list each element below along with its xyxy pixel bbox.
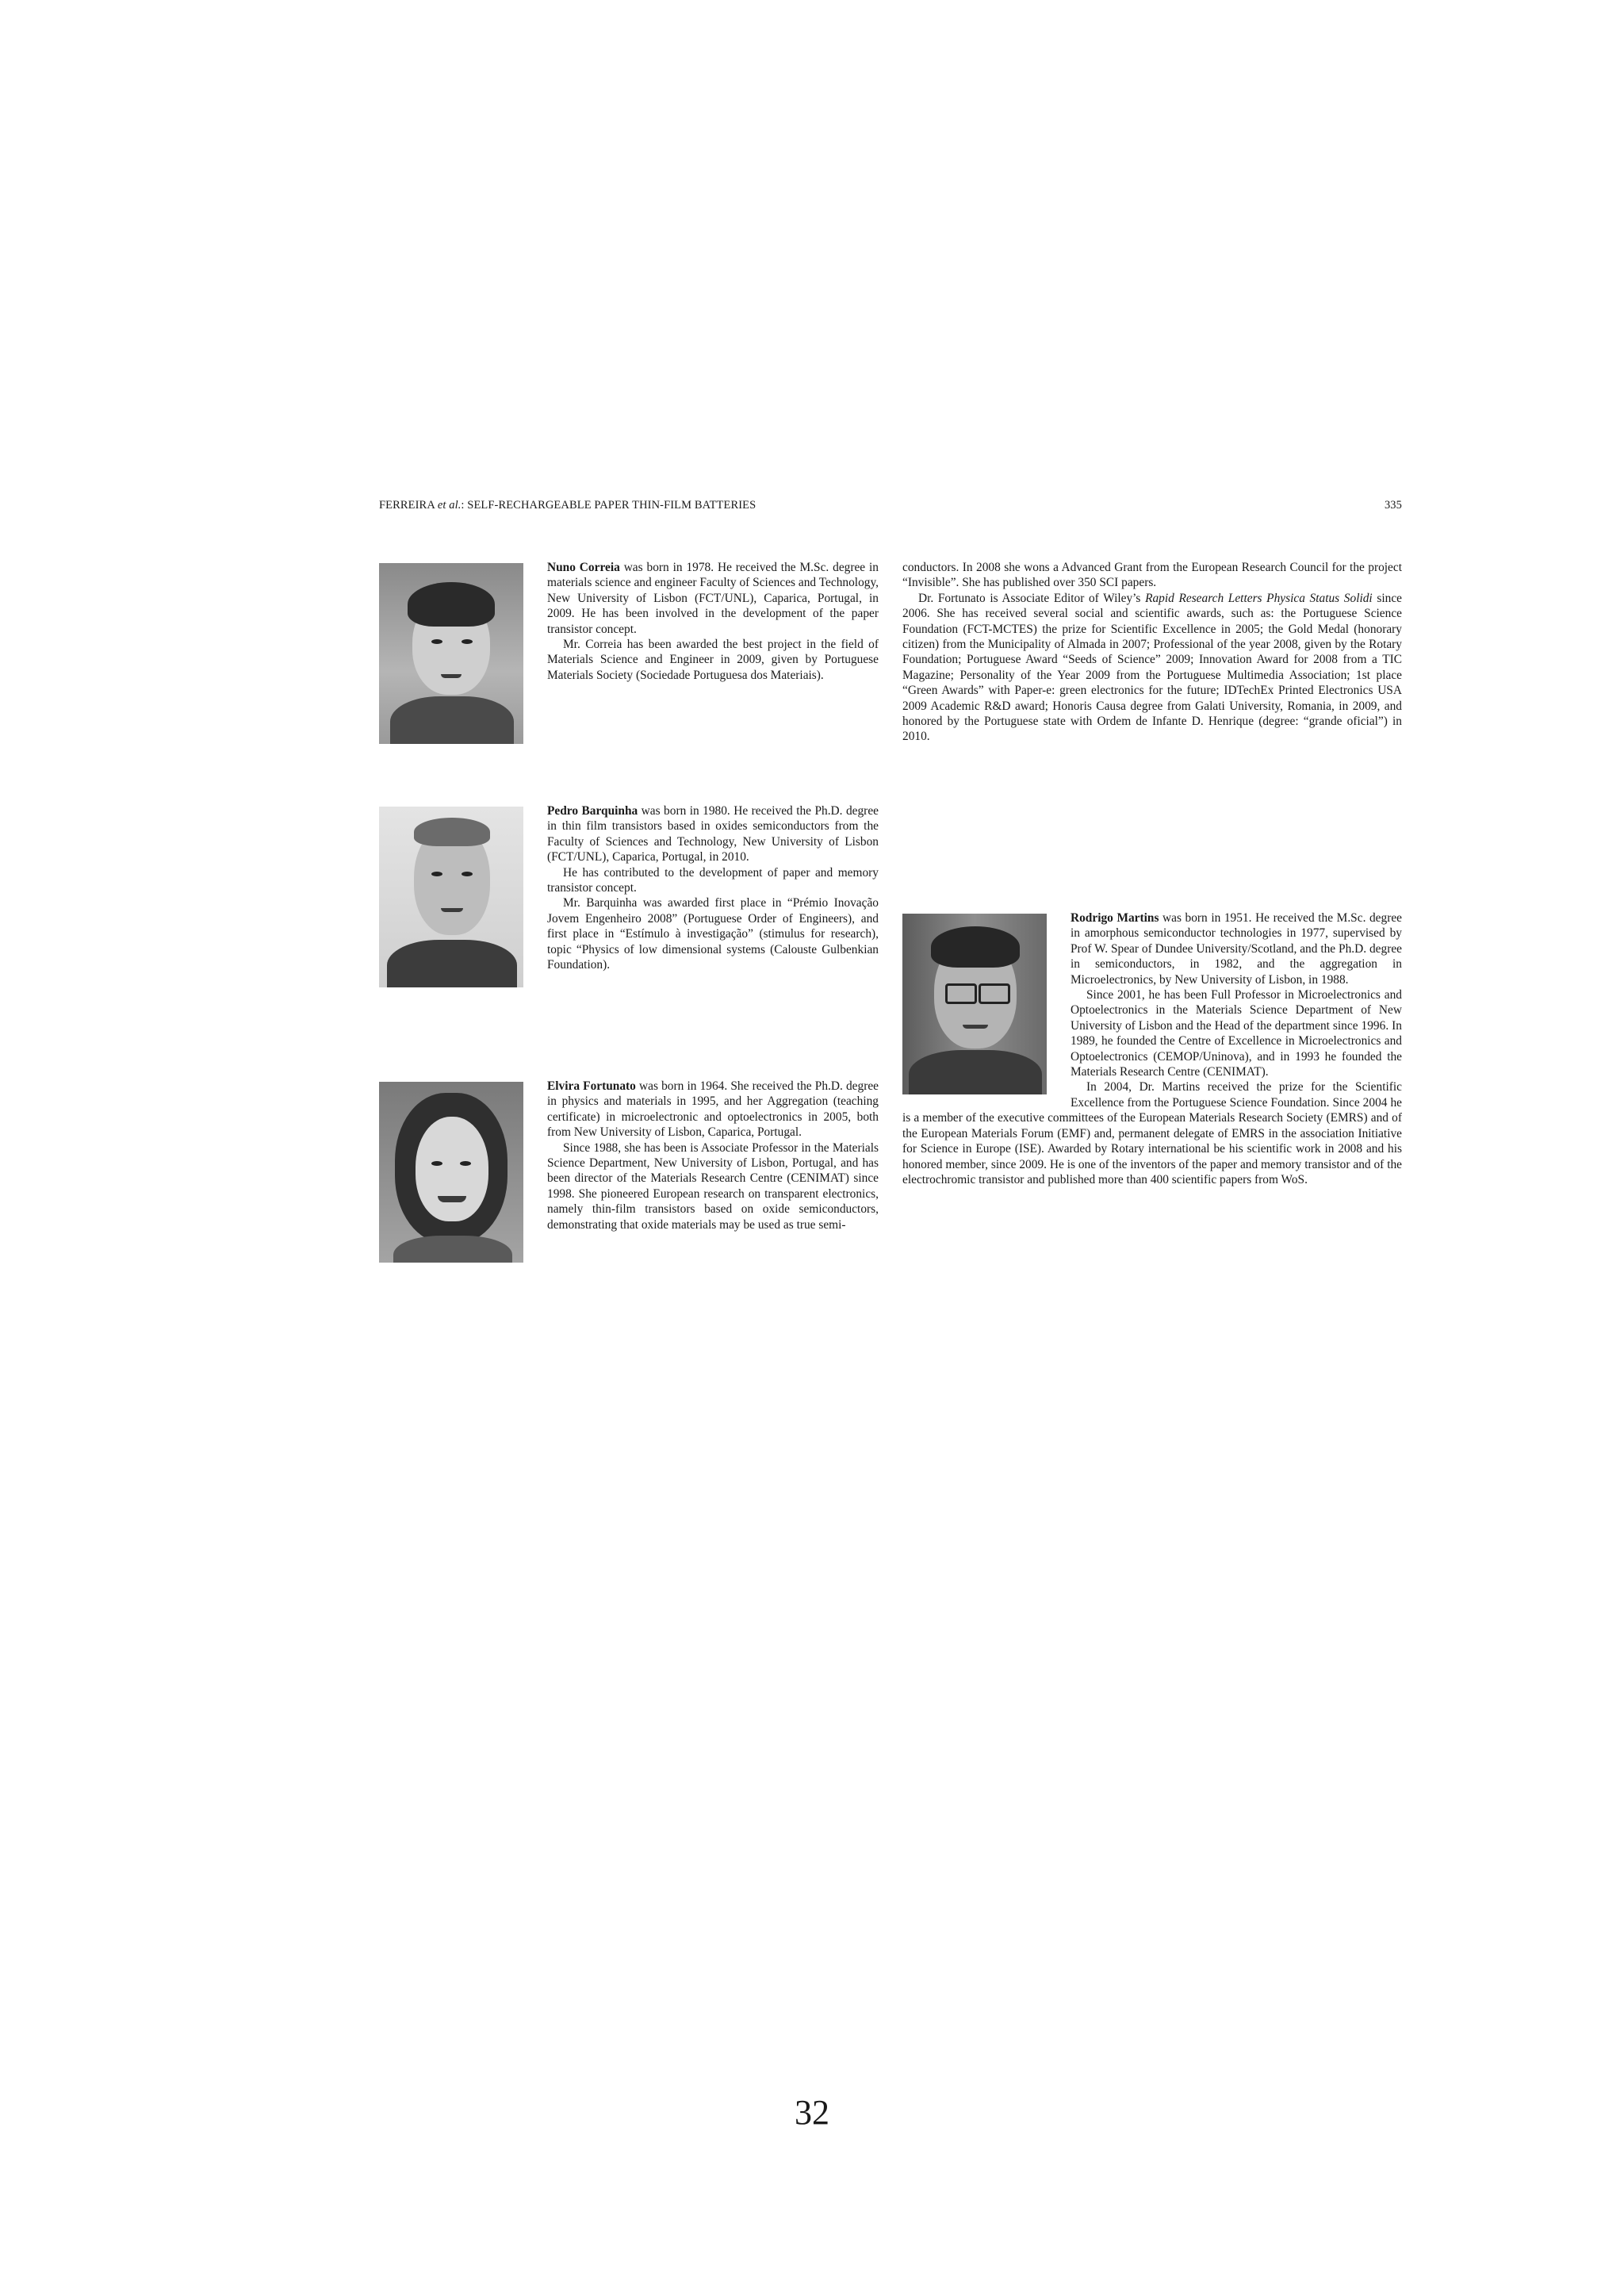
bio-text: was born in 1964. She received the Ph.D. degree in physics and materials in 1995, and her Aggregation (teaching certificate) in microelectronic and optoelectronics in 2005, both from New University of Lisbon, Caparica, Portugal. [547,1079,879,1140]
bio-name: Pedro Barquinha [547,804,638,818]
running-head-page: 335 [1384,499,1402,512]
bio-elvira-fortunato-continued [902,560,1402,745]
bio-text: was born in 1980. He received the Ph.D. degree in thin film transistors based in oxides semiconductors from the Faculty of Sciences and Technology, New University of Lisbon (FCT/UNL), Caparica, Portugal, in 2010. [547,804,879,864]
bio-pedro-barquinha-p3: Mr. Barquinha was awarded first place in “Prémio Inovação Jovem Engenheiro 2008” (Portuguese Order of Engineers), and first place in “Estímulo à investigação” (stimulus for research), topic “Physics of low dimensional systems (Calouste Gulbenkian Foundation). [547,896,879,972]
bio-rodrigo-martins-p2: Since 2001, he has been Full Professor in Microelectronics and Optoelectronics in the Materials Science Department of New University of Lisbon and the Head of the department since 1996. In 1989, he founded the Centre of Excellence in Microelectronics and Optoelectronics (CEMOP/Uninova), and in 1993 he founded the Materials Research Centre (CENIMAT). [1071,988,1402,1079]
bio-pedro-barquinha [379,803,879,991]
photo-rodrigo-martins [902,914,1047,1094]
page-number: 32 [795,2093,829,2132]
running-head-etal: et al. [437,499,462,512]
running-head-authors: FERREIRA [379,499,438,512]
journal-name: Rapid Research Letters Physica Status Solidi [1145,591,1373,605]
running-head-paper-title: : SELF-RECHARGEABLE PAPER THIN-FILM BATTERIES [461,499,756,512]
bio-rodrigo-martins [902,910,1402,1187]
continuation-text: Dr. Fortunato is Associate Editor of Wiley’s [918,591,1146,605]
bio-name: Elvira Fortunato [547,1079,636,1093]
bio-elvira-fortunato-p2: Since 1988, she has been is Associate Professor in the Materials Science Department, New University of Lisbon, Portugal, and has been director of the Materials Research Centre (CENIMAT) since 1998. She pioneered European research on transparent electronics, namely thin-film transistors based on oxide semiconductors, demonstrating that oxide materials may be used as true semi- [547,1140,879,1232]
running-head-title [379,499,756,512]
continuation-text: since 2006. She has received several social and scientific awards, such as: the Portuguese Science Foundation (FCT-MCTES) the prize for Scientific Excellence in 2005; the Gold Medal (honorary citizen) from the Municipality of Almada in 2007; Professional of the year 2008, given by the Rotary Foundation; Portuguese Award “Seeds of Science” 2009; Innovation Award for 2008 from a TIC Magazine; Personality of the Year 2009 from the Portuguese Multimedia Association; 1st place “Green Awards” with Paper-e: green electronics for the future; IDTechEx Printed Electronics USA 2009 Academic R&D award; Honoris Causa degree from Galati University, Romania, in 2009, and honored by the Portuguese state with Ordem de Infante D. Henrique (degree: “grande oficial”) in 2010. [902,591,1402,744]
bio-text: was born in 1978. He received the M.Sc. degree in materials science and engineer Faculty of Sciences and Technology, New University of Lisbon (FCT/UNL), Caparica, Portugal, in 2009. He has been involved in the development of the paper transistor concept. [547,561,879,636]
photo-nuno-correia [379,563,523,744]
continuation-p2 [902,591,1402,745]
bio-name: Rodrigo Martins [1071,911,1159,925]
running-head [379,499,1402,515]
bio-nuno-correia-p2: Mr. Correia has been awarded the best project in the field of Materials Science and Engineer in 2009, given by Portuguese Materials Society (Sociedade Portuguesa dos Materiais). [547,638,879,682]
continuation-p1: conductors. In 2008 she wons a Advanced Grant from the European Research Council for the project “Invisible”. She has published over 350 SCI papers. [902,561,1402,590]
bio-nuno-correia [379,560,879,747]
bio-rodrigo-martins-p3: In 2004, Dr. Martins received the prize for the Scientific Excellence from the Portuguese Science Foundation. Since 2004 he is a member of the executive committees of the European Materials Research Society (EMRS) and of the European Materials Forum (EMF) and, permanent delegate of EMRS in the association Initiative for Science in Europe (ISE). Awarded by Rotary international be his scientific work in 2008 and his honored member, since 2009. He is one of the inventors of the paper and memory transistor and of the electrochromic transistor and published more than 400 scientific papers from WoS. [902,1080,1402,1186]
glasses-left [945,983,977,1004]
bio-elvira-fortunato [379,1079,879,1266]
bio-text: was born in 1951. He received the M.Sc. degree in amorphous semiconductor technologies in 1977, supervised by Prof W. Spear of Dundee University/Scotland, and the Ph.D. degree in semiconductors, in 1982, and the aggregation in Microelectronics, by New University of Lisbon, in 1988. [1071,911,1402,987]
glasses-right [979,983,1010,1004]
photo-pedro-barquinha [379,807,523,987]
bio-name: Nuno Correia [547,561,620,574]
photo-elvira-fortunato [379,1082,523,1263]
bio-pedro-barquinha-p2: He has contributed to the development of paper and memory transistor concept. [547,865,879,895]
